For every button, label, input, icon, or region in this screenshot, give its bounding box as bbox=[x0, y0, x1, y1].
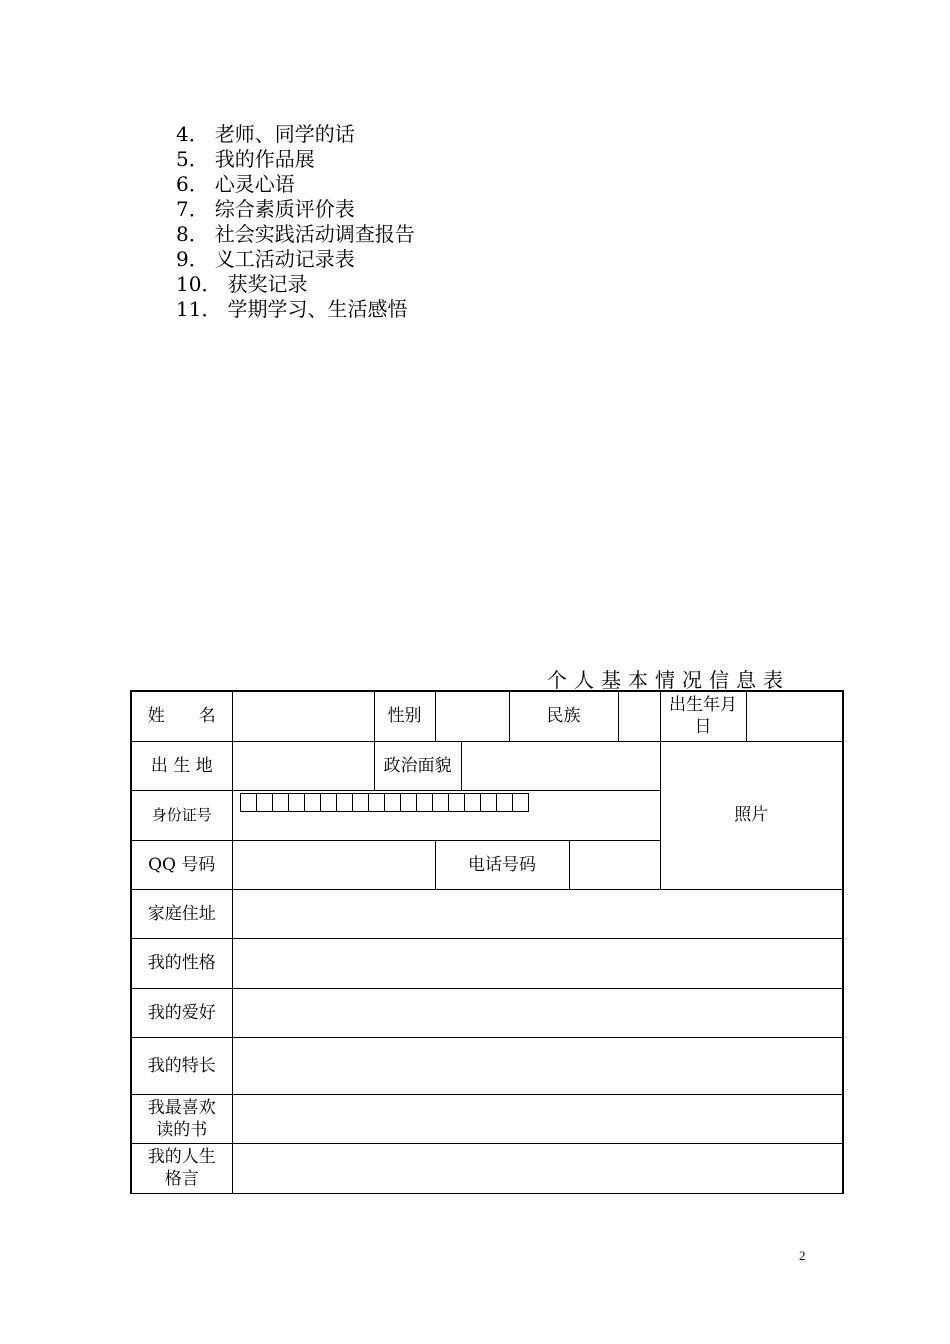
contents-item-number: 11． bbox=[176, 297, 222, 321]
contents-item-number: 10． bbox=[176, 272, 222, 296]
label-personality: 我的性格 bbox=[131, 938, 232, 988]
id-digit-box[interactable] bbox=[432, 793, 449, 812]
label-motto: 我的人生格言 bbox=[131, 1143, 232, 1193]
id-digit-boxes[interactable] bbox=[233, 793, 660, 812]
label-favorite-book: 我最喜欢读的书 bbox=[131, 1094, 232, 1143]
label-gender: 性别 bbox=[374, 691, 435, 741]
id-digit-box[interactable] bbox=[256, 793, 273, 812]
id-digit-box[interactable] bbox=[304, 793, 321, 812]
contents-item-number: 6． bbox=[176, 172, 209, 196]
label-address: 家庭住址 bbox=[131, 889, 232, 938]
id-digit-box[interactable] bbox=[416, 793, 433, 812]
id-digit-box[interactable] bbox=[288, 793, 305, 812]
id-digit-box[interactable] bbox=[240, 793, 257, 812]
contents-item-text: 心灵心语 bbox=[214, 172, 295, 196]
field-motto[interactable] bbox=[232, 1143, 843, 1193]
id-digit-box[interactable] bbox=[320, 793, 337, 812]
field-birth-date[interactable] bbox=[746, 691, 843, 741]
contents-list bbox=[176, 122, 415, 322]
contents-item-number: 4． bbox=[176, 122, 209, 146]
contents-item-text: 社会实践活动调查报告 bbox=[214, 222, 415, 246]
label-name: 姓 名 bbox=[131, 691, 232, 741]
contents-item-text: 我的作品展 bbox=[214, 147, 315, 171]
id-digit-box[interactable] bbox=[352, 793, 369, 812]
field-birthplace[interactable] bbox=[232, 741, 374, 790]
label-qq: QQ 号码 bbox=[131, 840, 232, 889]
page-number: 2 bbox=[799, 1248, 806, 1263]
field-gender[interactable] bbox=[435, 691, 509, 741]
label-political-status: 政治面貌 bbox=[374, 741, 461, 790]
id-digit-box[interactable] bbox=[272, 793, 289, 812]
contents-item bbox=[176, 272, 415, 297]
contents-item-text: 老师、同学的话 bbox=[214, 122, 355, 146]
contents-item bbox=[176, 147, 415, 172]
label-phone: 电话号码 bbox=[435, 840, 569, 889]
personal-info-table bbox=[130, 690, 844, 1194]
field-name[interactable] bbox=[232, 691, 374, 741]
form-title: 个人基本情况信息表 bbox=[547, 668, 790, 692]
contents-item-number: 8． bbox=[176, 222, 209, 246]
field-hobbies[interactable] bbox=[232, 988, 843, 1037]
id-digit-box[interactable] bbox=[448, 793, 465, 812]
contents-item bbox=[176, 122, 415, 147]
field-phone[interactable] bbox=[569, 840, 660, 889]
field-id-number[interactable] bbox=[232, 790, 660, 840]
field-specialty[interactable] bbox=[232, 1037, 843, 1094]
id-digit-box[interactable] bbox=[336, 793, 353, 812]
id-digit-box[interactable] bbox=[496, 793, 513, 812]
label-birth-date: 出生年月日 bbox=[660, 691, 746, 741]
contents-item-number: 7． bbox=[176, 197, 209, 221]
id-digit-box[interactable] bbox=[512, 793, 529, 812]
contents-item bbox=[176, 247, 415, 272]
label-id-number: 身份证号 bbox=[131, 790, 232, 840]
contents-item bbox=[176, 297, 415, 322]
label-birthplace: 出 生 地 bbox=[131, 741, 232, 790]
contents-item bbox=[176, 197, 415, 222]
field-ethnicity[interactable] bbox=[618, 691, 660, 741]
contents-item-text: 学期学习、生活感悟 bbox=[227, 297, 408, 321]
field-favorite-book[interactable] bbox=[232, 1094, 843, 1143]
field-personality[interactable] bbox=[232, 938, 843, 988]
label-ethnicity: 民族 bbox=[509, 691, 618, 741]
id-digit-box[interactable] bbox=[480, 793, 497, 812]
id-digit-box[interactable] bbox=[368, 793, 385, 812]
field-address[interactable] bbox=[232, 889, 843, 938]
contents-item-text: 综合素质评价表 bbox=[214, 197, 355, 221]
label-specialty: 我的特长 bbox=[131, 1037, 232, 1094]
field-qq[interactable] bbox=[232, 840, 435, 889]
contents-item-number: 9． bbox=[176, 247, 209, 271]
photo-box: 照片 bbox=[660, 741, 843, 889]
contents-item-number: 5． bbox=[176, 147, 209, 171]
contents-item bbox=[176, 222, 415, 247]
contents-item bbox=[176, 172, 415, 197]
field-political-status[interactable] bbox=[461, 741, 660, 790]
contents-item-text: 义工活动记录表 bbox=[214, 247, 355, 271]
label-hobbies: 我的爱好 bbox=[131, 988, 232, 1037]
id-digit-box[interactable] bbox=[384, 793, 401, 812]
contents-item-text: 获奖记录 bbox=[227, 272, 308, 296]
id-digit-box[interactable] bbox=[400, 793, 417, 812]
id-digit-box[interactable] bbox=[464, 793, 481, 812]
